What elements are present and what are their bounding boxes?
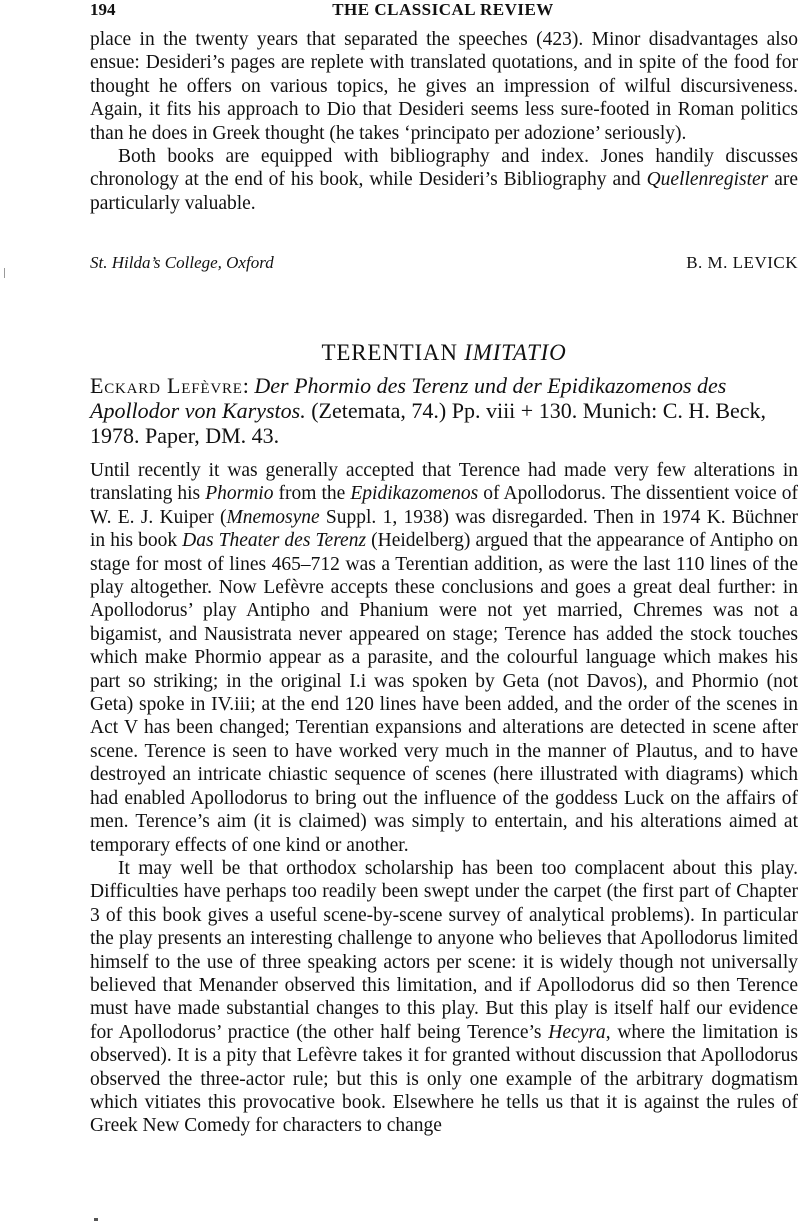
- page-number: 194: [90, 0, 116, 19]
- reviewer-name: B. M. LEVICK: [686, 253, 798, 272]
- review-body: [90, 459, 798, 1138]
- previous-review-continuation: [90, 28, 798, 215]
- book-author: Eckard Lefèvre: [90, 373, 243, 398]
- reviewer-institution: St. Hilda’s College, Oxford: [90, 253, 274, 272]
- review-title: TERENTIAN IMITATIO: [321, 340, 567, 365]
- paragraph: It may well be that orthodox scholarship has been too complacent about this play. Difficulties have perhaps too readily been swept under the carpet (the first part of Chapter 3 of this book gives a useful scene-by-scene survey of analytical problems). In particular the play presents an interesting challenge to anyone who believes that Apollodorus limited himself to the use of three speaking actors per scene: it is widely though not universally believed that Menander observed this limitation, and if Apollodorus did so then Terence must have made substantial changes to this play. But this play is itself half our evidence for Apollodorus’ practice (the other half being Terence’s Hecyra, where the limitation is observed). It is a pity that Lefèvre takes it for granted without discussion that Apollodorus observed the three-actor rule; but this is only one example of the arbitrary dogmatism which vitiates this provocative book. Elsewhere he tells us that it is against the rules of Greek New Comedy for characters to change: [90, 857, 799, 1137]
- paragraph: place in the twenty years that separated the speeches (423). Minor disadvantages also ensue: Desideri’s pages are replete with translated quotations, and in spite of the food for thought he offers on various topics, he gives an impression of wilful discursiveness. Again, it fits his approach to Dio that Desideri seems less sure-footed in Roman politics than he does in Greek thought (he takes ‘principato per adozione’ seriously).: [90, 29, 798, 144]
- paragraph: Both books are equipped with bibliography and index. Jones handily discusses chronology at the end of his book, while Desideri’s Bibliography and Quellenregister are particularly valuable.: [90, 146, 798, 214]
- running-header: [90, 0, 796, 22]
- journal-title: THE CLASSICAL REVIEW: [332, 0, 554, 19]
- bibliographic-entry: Eckard Lefèvre: Der Phormio des Terenz und der Epidikazomenos des Apollodor von Karystos. (Zetemata, 74.) Pp. viii + 130. Munich: C. H. Beck, 1978. Paper, DM. 43.: [90, 373, 767, 448]
- book-details: (Zetemata, 74.) Pp. viii + 130. Munich: C. H. Beck, 1978. Paper, DM. 43.: [90, 398, 767, 448]
- book-title: Der Phormio des Terenz und der Epidikazomenos des Apollodor von Karystos.: [90, 373, 727, 423]
- reviewer-signature: [90, 253, 798, 277]
- paragraph: Until recently it was generally accepted that Terence had made very few alterations in translating his Phormio from the Epidikazomenos of Apollodorus. The dissentient voice of W. E. J. Kuiper (Mnemosyne Suppl. 1, 1938) was disregarded. Then in 1974 K. Büchner in his book Das Theater des Terenz (Heidelberg) argued that the appearance of Antipho on stage for most of lines 465–712 was a Terentian addition, as were the last 110 lines of the play altogether. Now Lefèvre accepts these conclusions and goes a great deal further: in Apollodorus’ play Antipho and Phanium were not yet married, Chremes was not a bigamist, and Nausistrata never appeared on stage; Terence has added the stock touches which make Phormio appear as a parasite, and the colourful language which makes his part so striking; in the original I.i was spoken by Geta (not Davos), and Phormio (not Geta) spoke in IV.iii; at the end 120 lines have been added, and the order of the scenes in Act V has been changed; Terentian expansions and alterations are detected in scene after scene. Terence is seen to have worked very much in the manner of Plautus, and to have destroyed an intricate chiastic sequence of scenes (here illustrated with diagrams) which had enabled Apollodorus to bring out the influence of the goddess Luck on the affairs of men. Terence’s aim (it is claimed) was simply to entertain, and his alterations aimed at temporary effects of one kind or another.: [90, 460, 798, 856]
- margin-mark: [4, 268, 5, 278]
- margin-mark: [94, 1218, 98, 1221]
